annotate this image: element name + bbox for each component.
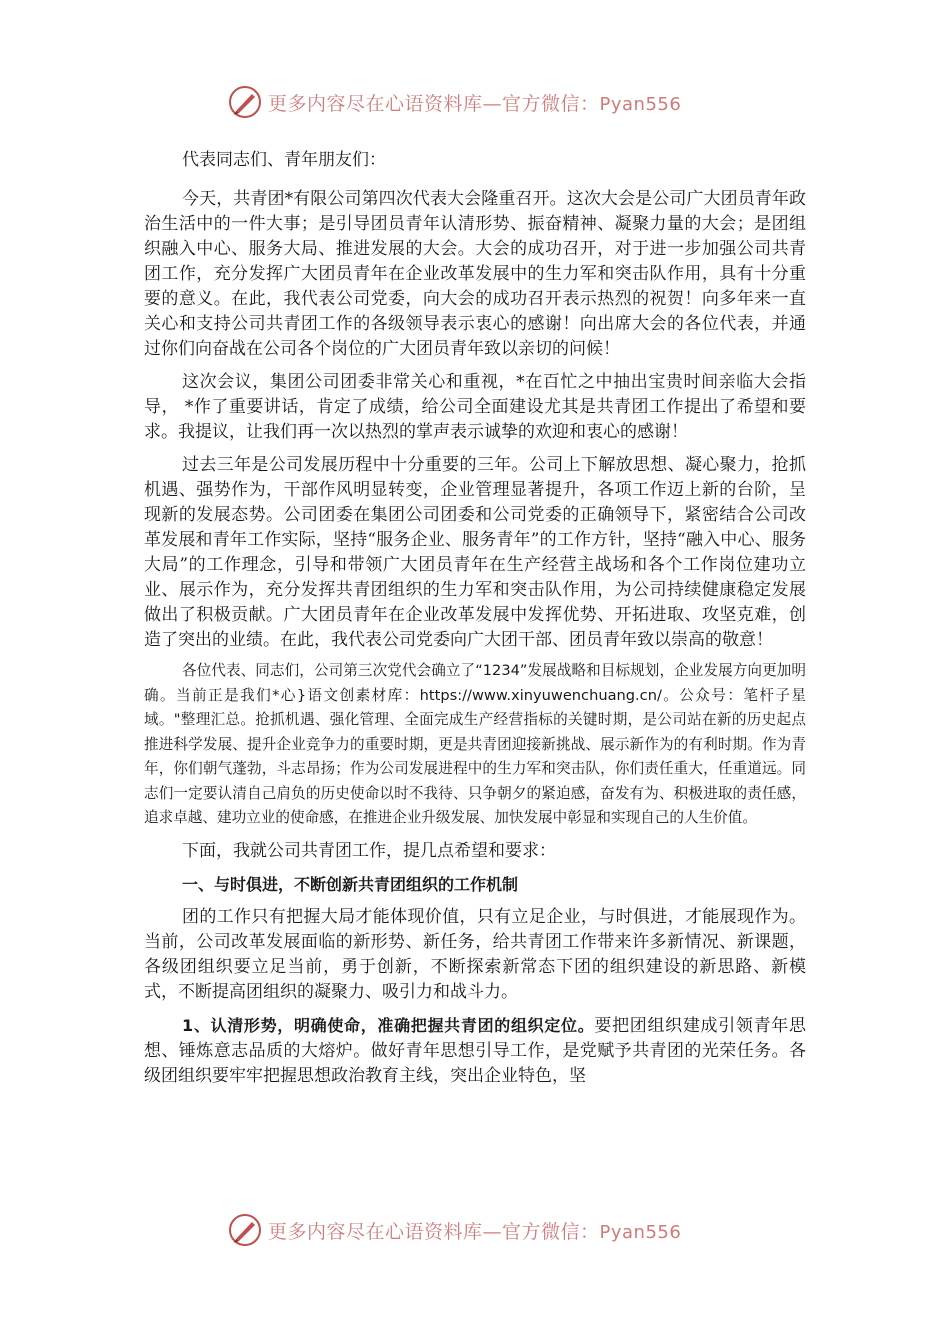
header-watermark-banner [228, 84, 748, 120]
paragraph-1: 今天，共青团*有限公司第四次代表大会隆重召开。这次大会是公司广大团员青年政治生活中的一件大事；是引导团员青年认清形势、振奋精神、凝聚力量的大会；是团组织融入中心、服务大局、推进发展的大会。大会的成功召开，对于进一步加强公司共青团工作，充分发挥广大团员青年在企业改革发展中的生力军和突击队作用，具有十分重要的意义。在此，我代表公司党委，向大会的成功召开表示热烈的祝贺！向多年来一直关心和支持公司共青团工作的各级领导表示衷心的感谢！向出席大会的各位代表，并通过你们向奋战在公司各个岗位的广大团员青年致以亲切的问候！ [144, 189, 806, 359]
document-body [144, 148, 806, 1089]
pen-logo-icon [228, 85, 262, 119]
paragraph-2: 这次会议，集团公司团委非常关心和重视，*在百忙之中抽出宝贵时间亲临大会指导， *作了重要讲话，肯定了成绩，给公司全面建设尤其是共青团工作提出了希望和要求。我提议，让我们再一次以热烈的掌声表示诚挚的欢迎和衷心的感谢！ [144, 372, 806, 442]
wechat-id: Pyan556 [599, 1221, 682, 1243]
banner-text: 更多内容尽在心语资料库—官方微信：Pyan556 [268, 1220, 682, 1243]
paragraph-7-lead: 1、认清形势，明确使命，准确把握共青团的组织定位。 [182, 1015, 595, 1035]
wechat-id: Pyan556 [599, 93, 682, 115]
salutation: 代表同志们、青年朋友们： [182, 150, 386, 170]
paragraph-7-text: 要把团组织建成引领青年思想、锤炼意志品质的大熔炉。做好青年思想引导工作，是党赋予共青团的光荣任务。各级团组织要牢牢把握思想政治教育主线，突出企业特色，坚 [144, 1015, 807, 1086]
paragraph-6: 团的工作只有把握大局才能体现价值，只有立足企业，与时俱进，才能展现作为。当前，公司改革发展面临的新形势、新任务，给共青团工作带来许多新情况、新课题，各级团组织要立足当前，勇于创新，不断探索新常态下团的组织建设的新思路、新模式，不断提高团组织的凝聚力、吸引力和战斗力。 [144, 906, 806, 1002]
paragraph-5: 下面，我就公司共青团工作，提几点希望和要求： [182, 840, 556, 861]
paragraph-3: 过去三年是公司发展历程中十分重要的三年。公司上下解放思想、凝心聚力，抢抓机遇、强势作为，干部作风明显转变，企业管理显著提升，各项工作迈上新的台阶，呈现新的发展态势。公司团委在集团公司团委和公司党委的正确领导下，紧密结合公司改革发展和青年工作实际，坚持“服务企业、服务青年”的工作方针，坚持“融入中心、服务大局”的工作理念，引导和带领广大团员青年在生产经营主战场和各个工作岗位建功立业、展示作为，充分发挥共青团组织的生力军和突击队作用，为公司持续健康稳定发展做出了积极贡献。广大团员青年在企业改革发展中发挥优势、开拓进取、攻坚克难，创造了突出的业绩。在此，我代表公司党委向广大团干部、团员青年致以崇高的敬意！ [144, 455, 806, 650]
paragraph-7 [144, 1013, 806, 1089]
paragraph-4: 各位代表、同志们，公司第三次党代会确立了“1234”发展战略和目标规划，企业发展方向更加明确。当前正是我们*心}语文创素材库：https://www.xinyuwenchuang.cn/。公众号：笔杆子星域。"整理汇总。抢抓机遇、强化管理、全面完成生产经营指标的关键时期，是公司站在新的历史起点推进科学发展、提升企业竞争力的重要时期，更是共青团迎接新挑战、展示新作为的有利时期。作为青年，你们朝气蓬勃，斗志昂扬；作为公司发展进程中的生力军和突击队，你们责任重大，任重道远。同志们一定要认清自己肩负的历史使命以时不我待、只争朝夕的紧迫感，奋发有为、积极进取的责任感，追求卓越、建功立业的使命感，在推进企业升级发展、加快发展中彰显和实现自己的人生价值。 [144, 662, 806, 826]
footer-watermark-banner [228, 1212, 748, 1248]
banner-text: 更多内容尽在心语资料库—官方微信：Pyan556 [268, 92, 682, 115]
section-heading-1: 一、与时俱进，不断创新共青团组织的工作机制 [182, 874, 519, 894]
pen-logo-icon [228, 1213, 262, 1247]
